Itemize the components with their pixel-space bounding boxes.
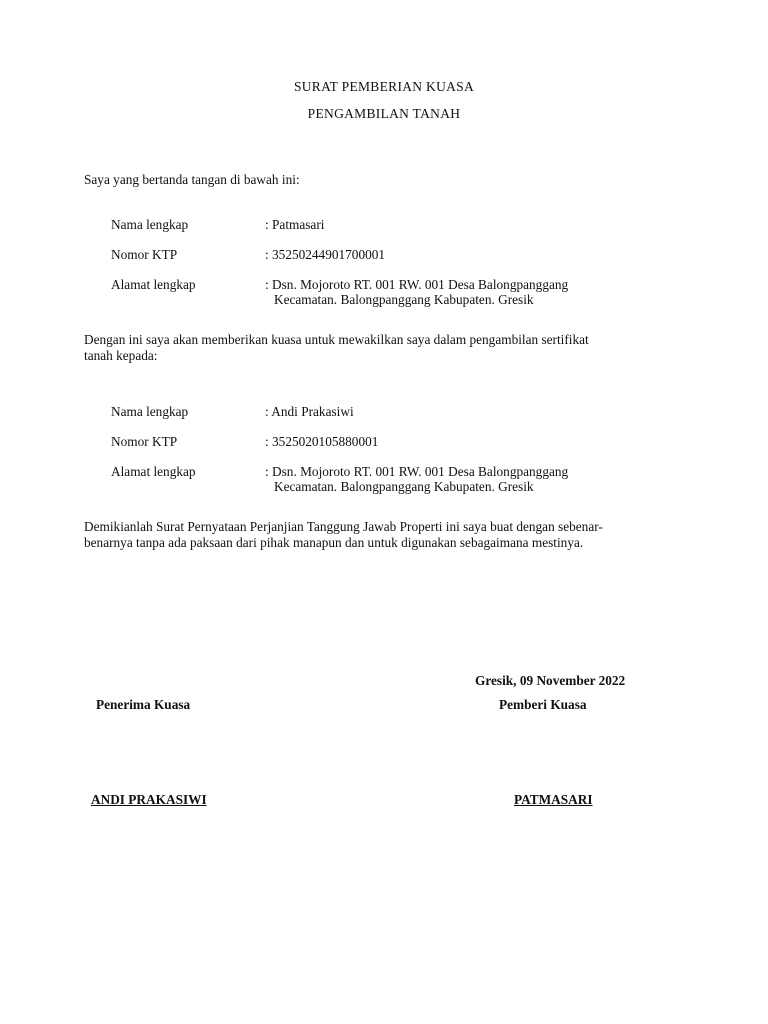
intro-text: Saya yang bertanda tangan di bawah ini: [84, 172, 300, 187]
transfer-text-line1: Dengan ini saya akan memberikan kuasa untuk mewakilkan saya dalam pengambilan sertifikat [84, 332, 589, 347]
grantee-address-line2: Kecamatan. Balongpanggang Kabupaten. Gresik [274, 479, 534, 494]
document-subtitle: PENGAMBILAN TANAH [307, 106, 461, 121]
receiver-role: Penerima Kuasa [96, 697, 191, 712]
grantee-address-line1: : Dsn. Mojoroto RT. 001 RW. 001 Desa Balongpanggang [265, 464, 569, 479]
closing-text-line2: benarnya tanpa ada paksaan dari pihak manapun dan untuk digunakan sebagaimana mestinya. [84, 535, 584, 550]
grantee-name-value: : Andi Prakasiwi [265, 404, 354, 419]
place-date: Gresik, 09 November 2022 [475, 673, 626, 688]
receiver-signature-name: ANDI PRAKASIWI [91, 792, 207, 807]
closing-text-line1: Demikianlah Surat Pernyataan Perjanjian Tanggung Jawab Properti ini saya buat dengan sebenar- [84, 519, 603, 534]
transfer-text-line2: tanah kepada: [84, 348, 158, 363]
giver-role: Pemberi Kuasa [499, 697, 587, 712]
grantor-name-label: Nama lengkap [111, 217, 189, 232]
grantee-name-label: Nama lengkap [111, 404, 189, 419]
grantor-name-value: : Patmasari [265, 217, 325, 232]
grantor-ktp-value: : 35250244901700001 [265, 247, 386, 262]
grantee-address-label: Alamat lengkap [111, 464, 196, 479]
grantee-ktp-value: : 3525020105880001 [265, 434, 379, 449]
document-title: SURAT PEMBERIAN KUASA [293, 79, 475, 94]
grantor-address-line2: Kecamatan. Balongpanggang Kabupaten. Gresik [274, 292, 534, 307]
grantee-ktp-label: Nomor KTP [111, 434, 178, 449]
grantor-ktp-label: Nomor KTP [111, 247, 178, 262]
giver-signature-name: PATMASARI [514, 792, 593, 807]
grantor-address-line1: : Dsn. Mojoroto RT. 001 RW. 001 Desa Balongpanggang [265, 277, 569, 292]
grantor-address-label: Alamat lengkap [111, 277, 196, 292]
